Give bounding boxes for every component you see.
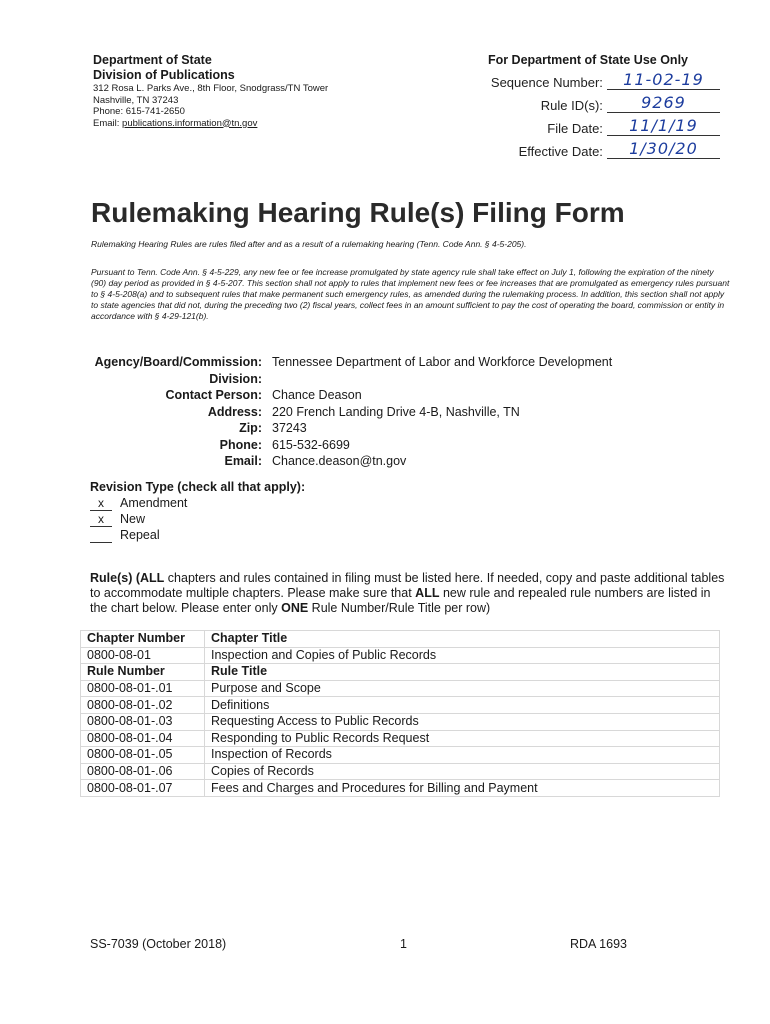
rule-number-cell[interactable]: 0800-08-01-.01 <box>81 680 205 697</box>
address-label: Address: <box>207 404 262 419</box>
chapter-number-header: Chapter Number <box>81 631 205 648</box>
address-row <box>90 404 730 421</box>
rule-id-row <box>470 93 720 113</box>
amendment-checkbox[interactable]: x <box>90 496 112 511</box>
table-row <box>81 697 720 714</box>
intro-fee-notice: Pursuant to Tenn. Code Ann. § 4-5-229, any new fee or fee increase promulgated by state agency rule shall take effect on July 1, following the expiration of the ninety (90) day period as provided in § 4-5-207. This section shall not apply to rules that implement new fees or fee increases that are promulgated as emergency rules pursuant to § 4-5-208(a) and to subsequent rules that make permanent such emergency rules, as amended during the rulemaking process. In addition, this section shall not apply to state agencies that did not, during the preceding two (2) fiscal years, collect fees in an amount sufficient to pay the cost of operating the board, commission or entity in accordance with § 4-29-121(b). <box>91 267 730 321</box>
state-use-block <box>470 53 720 159</box>
table-row <box>81 747 720 764</box>
rule-number-cell[interactable]: 0800-08-01-.05 <box>81 747 205 764</box>
file-date-value[interactable]: 11/1/19 <box>607 116 720 136</box>
chapter-number-cell[interactable]: 0800-08-01 <box>81 647 205 664</box>
rule-id-value[interactable]: 9269 <box>607 93 720 113</box>
contact-person-value[interactable]: Chance Deason <box>272 388 362 402</box>
rule-number-cell[interactable]: 0800-08-01-.02 <box>81 697 205 714</box>
table-row <box>81 680 720 697</box>
sequence-number-row <box>470 70 720 90</box>
revision-type-title: Revision Type (check all that apply): <box>90 480 306 494</box>
division-row <box>90 371 730 388</box>
rule-title-cell[interactable]: Definitions <box>205 697 720 714</box>
rule-title-cell[interactable]: Responding to Public Records Request <box>205 730 720 747</box>
department-email-line <box>93 118 423 130</box>
effective-date-row <box>470 139 720 159</box>
footer-rda: RDA 1693 <box>570 937 627 951</box>
rules-text-5: new rule and repealed rule numbers are listed in the chart below. Please enter only <box>90 586 711 615</box>
file-date-row <box>470 116 720 136</box>
contact-person-label: Contact Person: <box>165 388 262 402</box>
chapter-header-row <box>81 631 720 648</box>
zip-row <box>90 420 730 437</box>
department-phone: Phone: 615-741-2650 <box>93 106 185 117</box>
department-address: 312 Rosa L. Parks Ave., 8th Floor, Snodgrass/TN Tower <box>93 83 329 94</box>
effective-date-value[interactable]: 1/30/20 <box>607 139 720 159</box>
table-row <box>81 730 720 747</box>
agency-label: Agency/Board/Commission: <box>94 355 262 369</box>
intro-definition: Rulemaking Hearing Rules are rules filed after and as a result of a rulemaking hearing (Tenn. Code Ann. § 4-5-205). <box>91 239 527 249</box>
zip-value[interactable]: 37243 <box>272 421 307 435</box>
agency-row <box>90 354 730 371</box>
rule-title-cell[interactable]: Copies of Records <box>205 763 720 780</box>
revision-repeal-row <box>90 527 305 543</box>
repeal-checkbox[interactable] <box>90 528 112 543</box>
effective-date-label: Effective Date: <box>518 144 603 159</box>
footer-page-number: 1 <box>400 937 407 951</box>
chapter-title-header: Chapter Title <box>205 631 720 648</box>
division-name: Division of Publications <box>93 68 235 82</box>
state-use-title: For Department of State Use Only <box>487 53 688 67</box>
revision-amendment-row <box>90 495 305 511</box>
rules-table <box>80 630 720 797</box>
email-row <box>90 453 730 470</box>
file-date-label: File Date: <box>547 121 603 136</box>
table-row <box>81 763 720 780</box>
department-city: Nashville, TN 37243 <box>93 94 179 106</box>
rule-number-cell[interactable]: 0800-08-01-.06 <box>81 763 205 780</box>
email-label: Email: <box>224 454 262 468</box>
chapter-title-cell[interactable]: Inspection and Copies of Public Records <box>205 647 720 664</box>
address-value[interactable]: 220 French Landing Drive 4-B, Nashville, TN <box>272 404 520 419</box>
phone-value[interactable]: 615-532-6699 <box>272 437 350 452</box>
form-title: Rulemaking Hearing Rule(s) Filing Form <box>91 197 625 228</box>
footer-form-id: SS-7039 (October 2018) <box>90 937 227 951</box>
amendment-label: Amendment <box>120 496 188 510</box>
table-row <box>81 780 720 797</box>
rules-text-6: ONE <box>281 601 309 615</box>
new-checkbox[interactable]: x <box>90 512 112 527</box>
rule-title-cell[interactable]: Fees and Charges and Procedures for Billing and Payment <box>205 780 720 797</box>
rule-header-row <box>81 664 720 681</box>
department-email-link[interactable]: publications.information@tn.gov <box>122 117 258 129</box>
email-label: Email: <box>93 117 123 129</box>
division-value[interactable] <box>272 371 730 388</box>
rule-title-cell[interactable]: Inspection of Records <box>205 747 720 764</box>
repeal-label: Repeal <box>120 528 160 542</box>
rule-number-cell[interactable]: 0800-08-01-.03 <box>81 713 205 730</box>
rule-title-header: Rule Title <box>205 664 720 681</box>
rules-text-2: ALL <box>140 571 165 585</box>
chapter-row <box>81 647 720 664</box>
rules-text-7: Rule Number/Rule Title per row) <box>308 601 491 615</box>
sequence-number-value[interactable]: 11-02-19 <box>607 70 720 90</box>
sequence-number-label: Sequence Number: <box>490 75 603 90</box>
agency-value[interactable]: Tennessee Department of Labor and Workforce Development <box>272 355 613 369</box>
contact-block <box>90 354 730 470</box>
email-value[interactable]: Chance.deason@tn.gov <box>272 454 407 468</box>
rule-id-label: Rule ID(s): <box>540 98 603 113</box>
zip-label: Zip: <box>239 421 262 435</box>
rules-text-1: Rule(s) ( <box>90 571 140 585</box>
rule-title-cell[interactable]: Requesting Access to Public Records <box>205 713 720 730</box>
new-label: New <box>120 512 146 526</box>
rule-number-header: Rule Number <box>81 664 205 681</box>
rule-number-cell[interactable]: 0800-08-01-.04 <box>81 730 205 747</box>
revision-new-row <box>90 511 305 527</box>
phone-label: Phone: <box>219 437 262 452</box>
contact-person-row <box>90 387 730 404</box>
rules-text-3: chapters and rules contained in filing must be listed here. If needed, copy and paste additional tables to accommodate multiple chapters. Please make sure that <box>90 571 725 600</box>
table-row <box>81 713 720 730</box>
rule-title-cell[interactable]: Purpose and Scope <box>205 680 720 697</box>
division-label: Division: <box>209 371 262 386</box>
phone-row <box>90 437 730 454</box>
rules-text-4: ALL <box>415 586 440 600</box>
department-name: Department of State <box>93 53 212 67</box>
rules-instructions <box>90 571 730 616</box>
revision-type-block <box>90 479 305 543</box>
department-header <box>93 53 423 129</box>
rule-number-cell[interactable]: 0800-08-01-.07 <box>81 780 205 797</box>
